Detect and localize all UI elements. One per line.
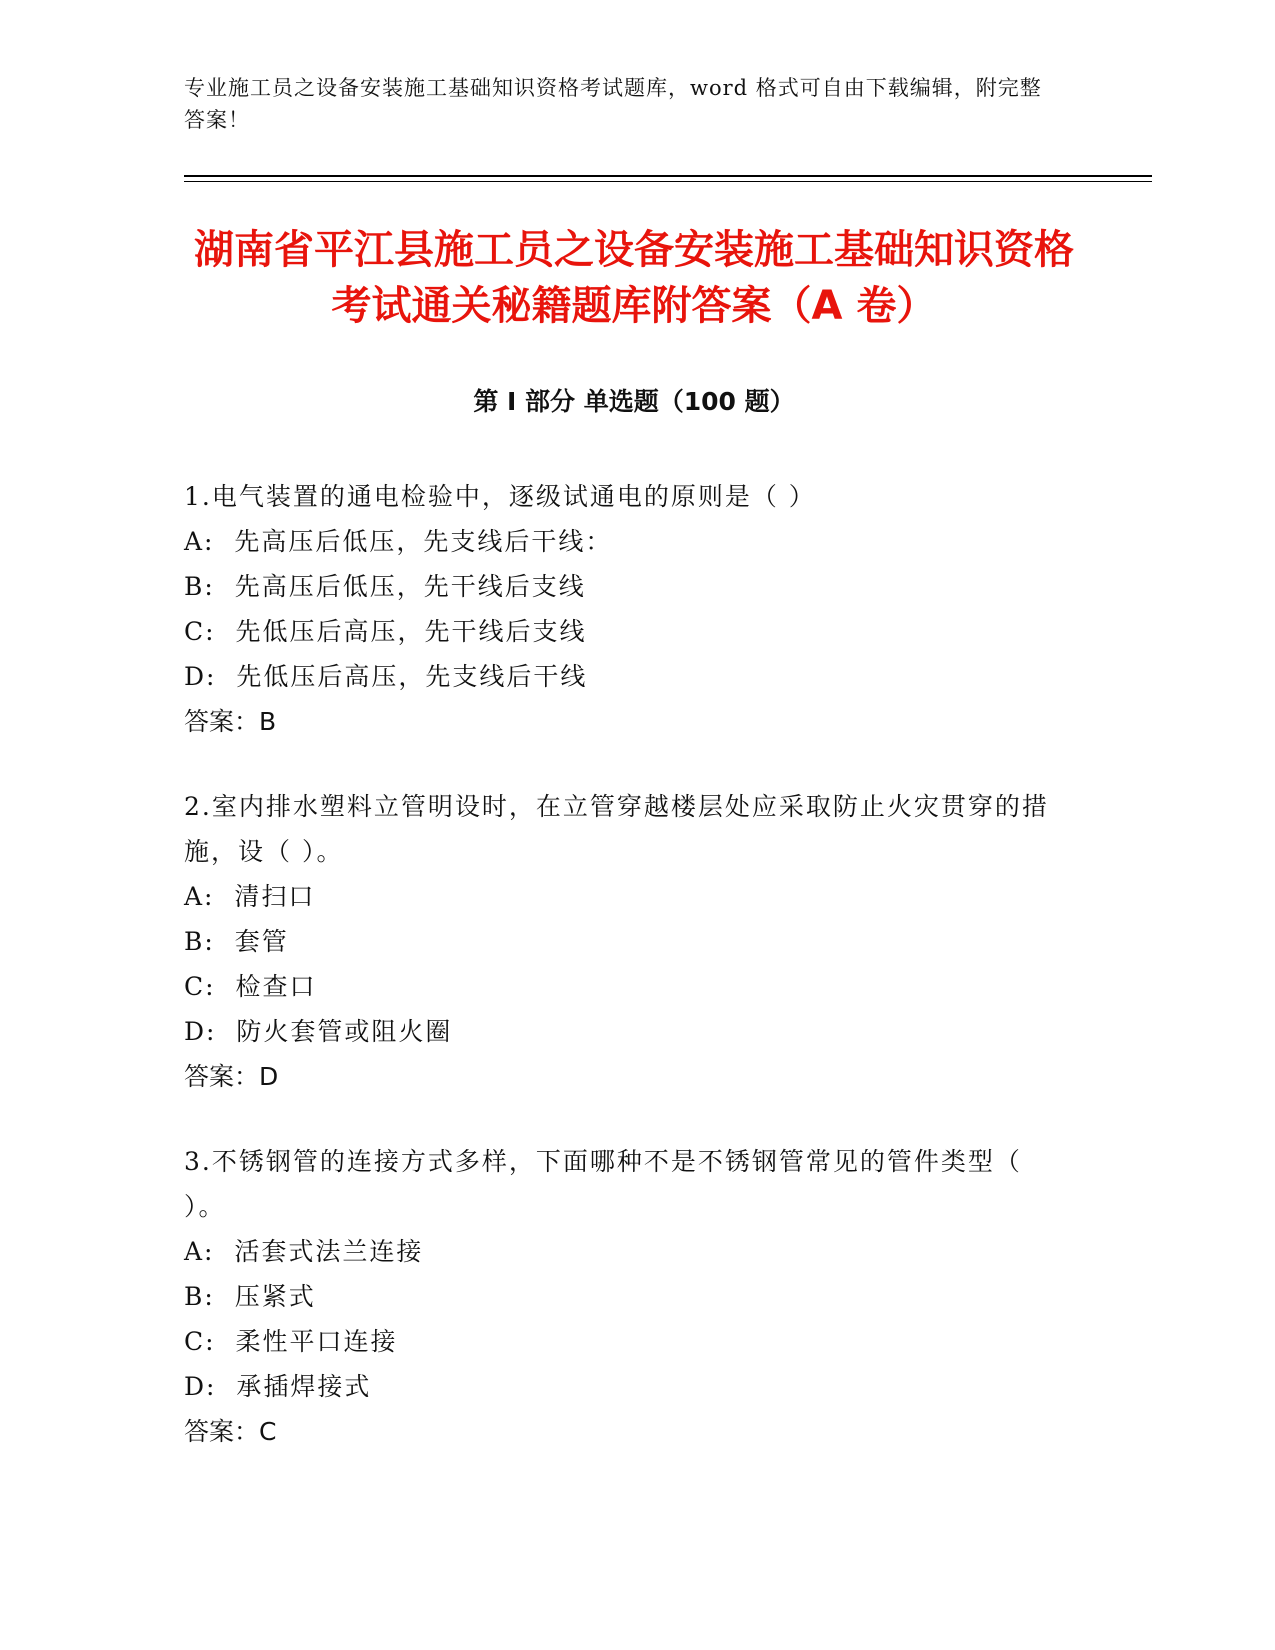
section-title: 第 I 部分 单选题（100 题）: [473, 387, 795, 416]
question-answer: 答案：C: [184, 1417, 277, 1446]
question-option-c: C: 先低压后高压，先干线后支线: [184, 617, 587, 646]
question-answer: 答案：D: [184, 1062, 279, 1091]
question-2: [184, 784, 1064, 1099]
question-stem: 2.室内排水塑料立管明设时，在立管穿越楼层处应采取防止火灾贯穿的措施，设（ ）。: [184, 792, 1049, 866]
question-3: [184, 1139, 1064, 1454]
question-option-d: D: 防火套管或阻火圈: [184, 1017, 453, 1046]
header-rule-thin: [184, 181, 1152, 182]
question-option-a: A: 清扫口: [184, 882, 316, 911]
question-option-b: B: 先高压后低压，先干线后支线: [184, 572, 586, 601]
question-option-d: D: 承插焊接式: [184, 1372, 372, 1401]
question-list: [184, 474, 1064, 1494]
question-option-d: D: 先低压后高压，先支线后干线: [184, 662, 588, 691]
header-note: 专业施工员之设备安装施工基础知识资格考试题库，word 格式可自由下载编辑，附完整答案！: [184, 76, 1042, 132]
question-stem: 1.电气装置的通电检验中，逐级试通电的原则是（ ）: [184, 482, 816, 511]
question-option-a: A: 先高压后低压，先支线后干线：: [184, 527, 613, 556]
document-title: 湖南省平江县施工员之设备安装施工基础知识资格考试通关秘籍题库附答案（A 卷）: [194, 227, 1074, 329]
question-option-b: B: 压紧式: [184, 1282, 316, 1311]
question-stem: 3.不锈钢管的连接方式多样，下面哪种不是不锈钢管常见的管件类型（ ）。: [184, 1147, 1022, 1221]
header-rule-thick: [184, 175, 1152, 177]
question-answer: 答案：B: [184, 707, 277, 736]
question-option-c: C: 检查口: [184, 972, 317, 1001]
question-option-c: C: 柔性平口连接: [184, 1327, 398, 1356]
question-option-a: A: 活套式法兰连接: [184, 1237, 424, 1266]
question-1: [184, 474, 1064, 744]
question-option-b: B: 套管: [184, 927, 289, 956]
